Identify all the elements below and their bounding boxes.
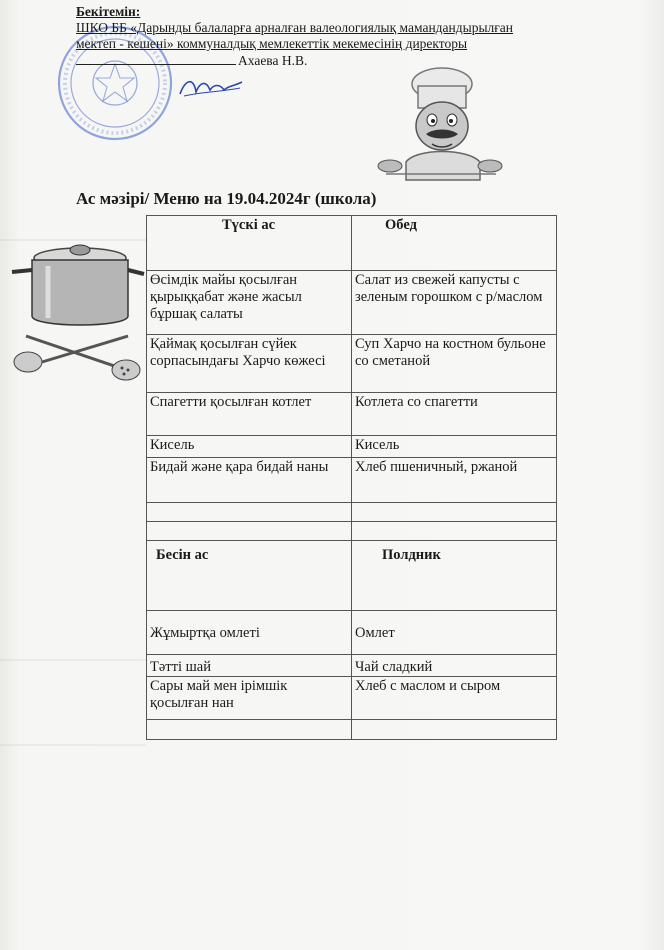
snack-item-ru: Чай сладкий (352, 655, 557, 677)
table-row (147, 393, 557, 436)
table-row (147, 677, 557, 720)
lunch-item-kz: Кисель (147, 436, 352, 458)
lunch-header-ru (352, 216, 557, 271)
snack-item-kz (147, 611, 352, 655)
snack-item-ru: Хлеб с маслом и сыром (352, 677, 557, 720)
lunch-header-kz-text: Түскі ас (222, 217, 276, 233)
lunch-item-kz: Қаймақ қосылған сүйек сорпасындағы Харчо көжесі (147, 335, 352, 393)
approval-school-line: ШКО ББ «Дарынды балаларға арналған валеологиялық мамандандырылған (76, 20, 514, 35)
snack-item-kz: Сары май мен ірімшік қосылған нан (147, 677, 352, 720)
lunch-item-kz: Бидай және қара бидай наны (147, 458, 352, 503)
director-name: Ахаева Н.В. (238, 53, 308, 68)
snack-item-ru (352, 611, 557, 655)
table-row (147, 271, 557, 335)
table-row (147, 655, 557, 677)
table-row (147, 436, 557, 458)
lunch-header-ru-text: Обед (385, 217, 417, 233)
lunch-header-row (147, 216, 557, 271)
lunch-header-kz (147, 216, 352, 271)
table-row-empty (147, 522, 557, 541)
table-row (147, 335, 557, 393)
snack-header-kz (147, 541, 352, 611)
table-row (147, 458, 557, 503)
lunch-item-kz: Өсімдік майы қосылған қырыққабат және жасыл бұршақ салаты (147, 271, 352, 335)
snack-header-ru (352, 541, 557, 611)
lunch-item-ru: Котлета со спагетти (352, 393, 557, 436)
lunch-item-kz: Спагетти қосылған котлет (147, 393, 352, 436)
snack-header-row (147, 541, 557, 611)
table-row (147, 611, 557, 655)
snack-header-ru-text: Полдник (382, 547, 441, 563)
table-row-empty (147, 503, 557, 522)
signature-line (76, 52, 236, 65)
lunch-item-ru: Кисель (352, 436, 557, 458)
approval-block (76, 4, 513, 69)
cooking-pot-illustration (8, 236, 146, 396)
lunch-item-ru: Суп Харчо на костном бульоне со сметаной (352, 335, 557, 393)
snack-item-ru-text: Омлет (355, 624, 395, 641)
handwritten-signature (176, 74, 246, 100)
snack-item-kz-text: Жұмыртқа омлеті (150, 624, 260, 641)
menu-table (146, 215, 557, 740)
approval-director-line: мектеп - кешені» коммуналдық мемлекеттік мекемесінің директоры (76, 36, 468, 51)
chef-illustration (376, 62, 506, 192)
snack-item-kz: Тәтті шай (147, 655, 352, 677)
table-row-empty (147, 720, 557, 740)
snack-header-kz-text: Бесін ас (156, 547, 209, 563)
menu-title: Ас мәзірі/ Меню на 19.04.2024г (школа) (76, 189, 377, 208)
lunch-item-ru: Салат из свежей капусты с зеленым горошком с р/маслом (352, 271, 557, 335)
approval-title: Бекітемін: (76, 4, 141, 19)
lunch-item-ru: Хлеб пшеничный, ржаной (352, 458, 557, 503)
